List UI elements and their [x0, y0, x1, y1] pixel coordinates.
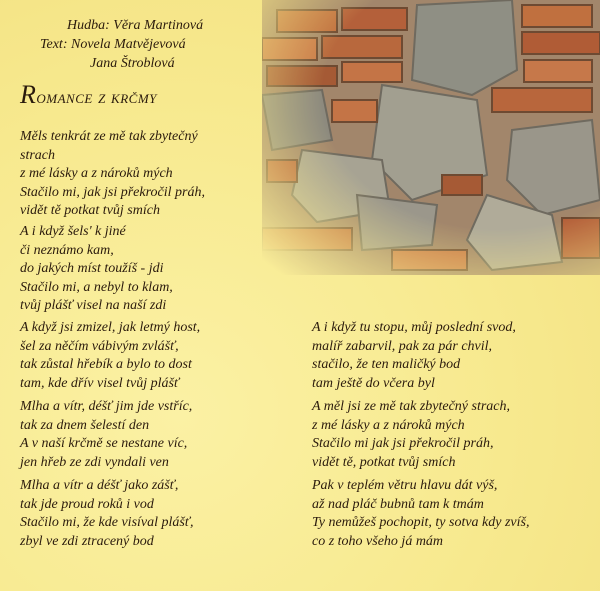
stanza-6: [312, 319, 516, 393]
stanza-2: [20, 223, 173, 316]
song-title: Romance z krčmy: [20, 80, 157, 109]
lyric-line: Měls tenkrát ze mě tak zbytečný: [20, 129, 198, 144]
lyric-line: co z toho všeho já mám: [312, 533, 444, 549]
lyric-line: šel za něčím vábivým zvlášť,: [20, 338, 179, 354]
stanza-5: [20, 477, 193, 551]
lyric-line: Stačilo mi jak jsi překročil práh,: [312, 436, 494, 452]
stanza-8: [312, 477, 529, 551]
lyric-line: Mlha a vítr, déšť jim jde vstříc,: [20, 399, 193, 414]
lyric-line: do jakých míst toužíš - jdi: [20, 261, 164, 277]
stanza-3: [20, 319, 200, 393]
lyric-line: tvůj plášť visel na naší zdi: [20, 298, 167, 314]
lyric-line: zbyl ve zdi ztracený bod: [20, 533, 154, 549]
lyric-line: či neznámo kam,: [20, 242, 114, 258]
credits-text: Text: Novela Matvějevová: [40, 37, 186, 52]
credits-music: Hudba: Věra Martinová: [67, 18, 204, 33]
lyric-line: A měl jsi ze mě tak zbytečný strach,: [312, 399, 511, 414]
lyric-line: Pak v teplém větru hlavu dát výš,: [312, 478, 498, 493]
lyric-line: A když jsi zmizel, jak letmý host,: [20, 320, 201, 335]
lyric-line: vidět tě, potkat tvůj smích: [312, 454, 456, 470]
lyric-line: A v naší krčmě se nestane víc,: [20, 436, 188, 452]
lyric-line: tak za dnem šelestí den: [20, 417, 150, 433]
lyric-line: z mé lásky a z nároků mých: [20, 166, 173, 182]
lyric-line: strach: [20, 147, 55, 163]
lyric-line: A i když tu stopu, můj poslední svod,: [312, 320, 516, 335]
lyric-line: tam ještě do včera byl: [312, 375, 435, 391]
brick-wall-photo: [262, 0, 600, 275]
lyric-line: Stačilo mi, že kde visíval plášť,: [20, 515, 194, 531]
lyric-line: Stačilo mi, jak jsi překročil práh,: [20, 184, 205, 200]
stanza-4: [20, 398, 192, 472]
stanza-7: [312, 398, 510, 472]
lyric-line: malíř zabarvil, pak za pár chvil,: [312, 338, 493, 354]
lyric-line: Mlha a vítr a déšť jako zášť,: [20, 478, 179, 493]
lyric-line: Stačilo mi, a nebyl to klam,: [20, 279, 173, 295]
credits-text-author-2: Jana Štroblová: [90, 56, 175, 71]
lyric-line: vidět tě potkat tvůj smích: [20, 203, 160, 219]
lyric-line: tak zůstal hřebík a bylo to dost: [20, 357, 192, 373]
lyric-line: jen hřeb ze zdi vyndali ven: [20, 454, 169, 470]
lyric-line: z mé lásky a z nároků mých: [312, 417, 465, 433]
lyric-line: tak jde proud roků i vod: [20, 496, 154, 512]
stanza-1: [20, 128, 205, 221]
lyric-line: až nad pláč bubnů tam k tmám: [312, 496, 484, 512]
lyric-line: tam, kde dřív visel tvůj plášť: [20, 375, 180, 391]
lyric-line: Ty nemůžeš pochopit, ty sotva kdy zvíš,: [312, 515, 530, 531]
lyric-line: A i když šels' k jiné: [20, 224, 126, 239]
lyric-line: stačilo, že ten maličký bod: [312, 357, 461, 373]
